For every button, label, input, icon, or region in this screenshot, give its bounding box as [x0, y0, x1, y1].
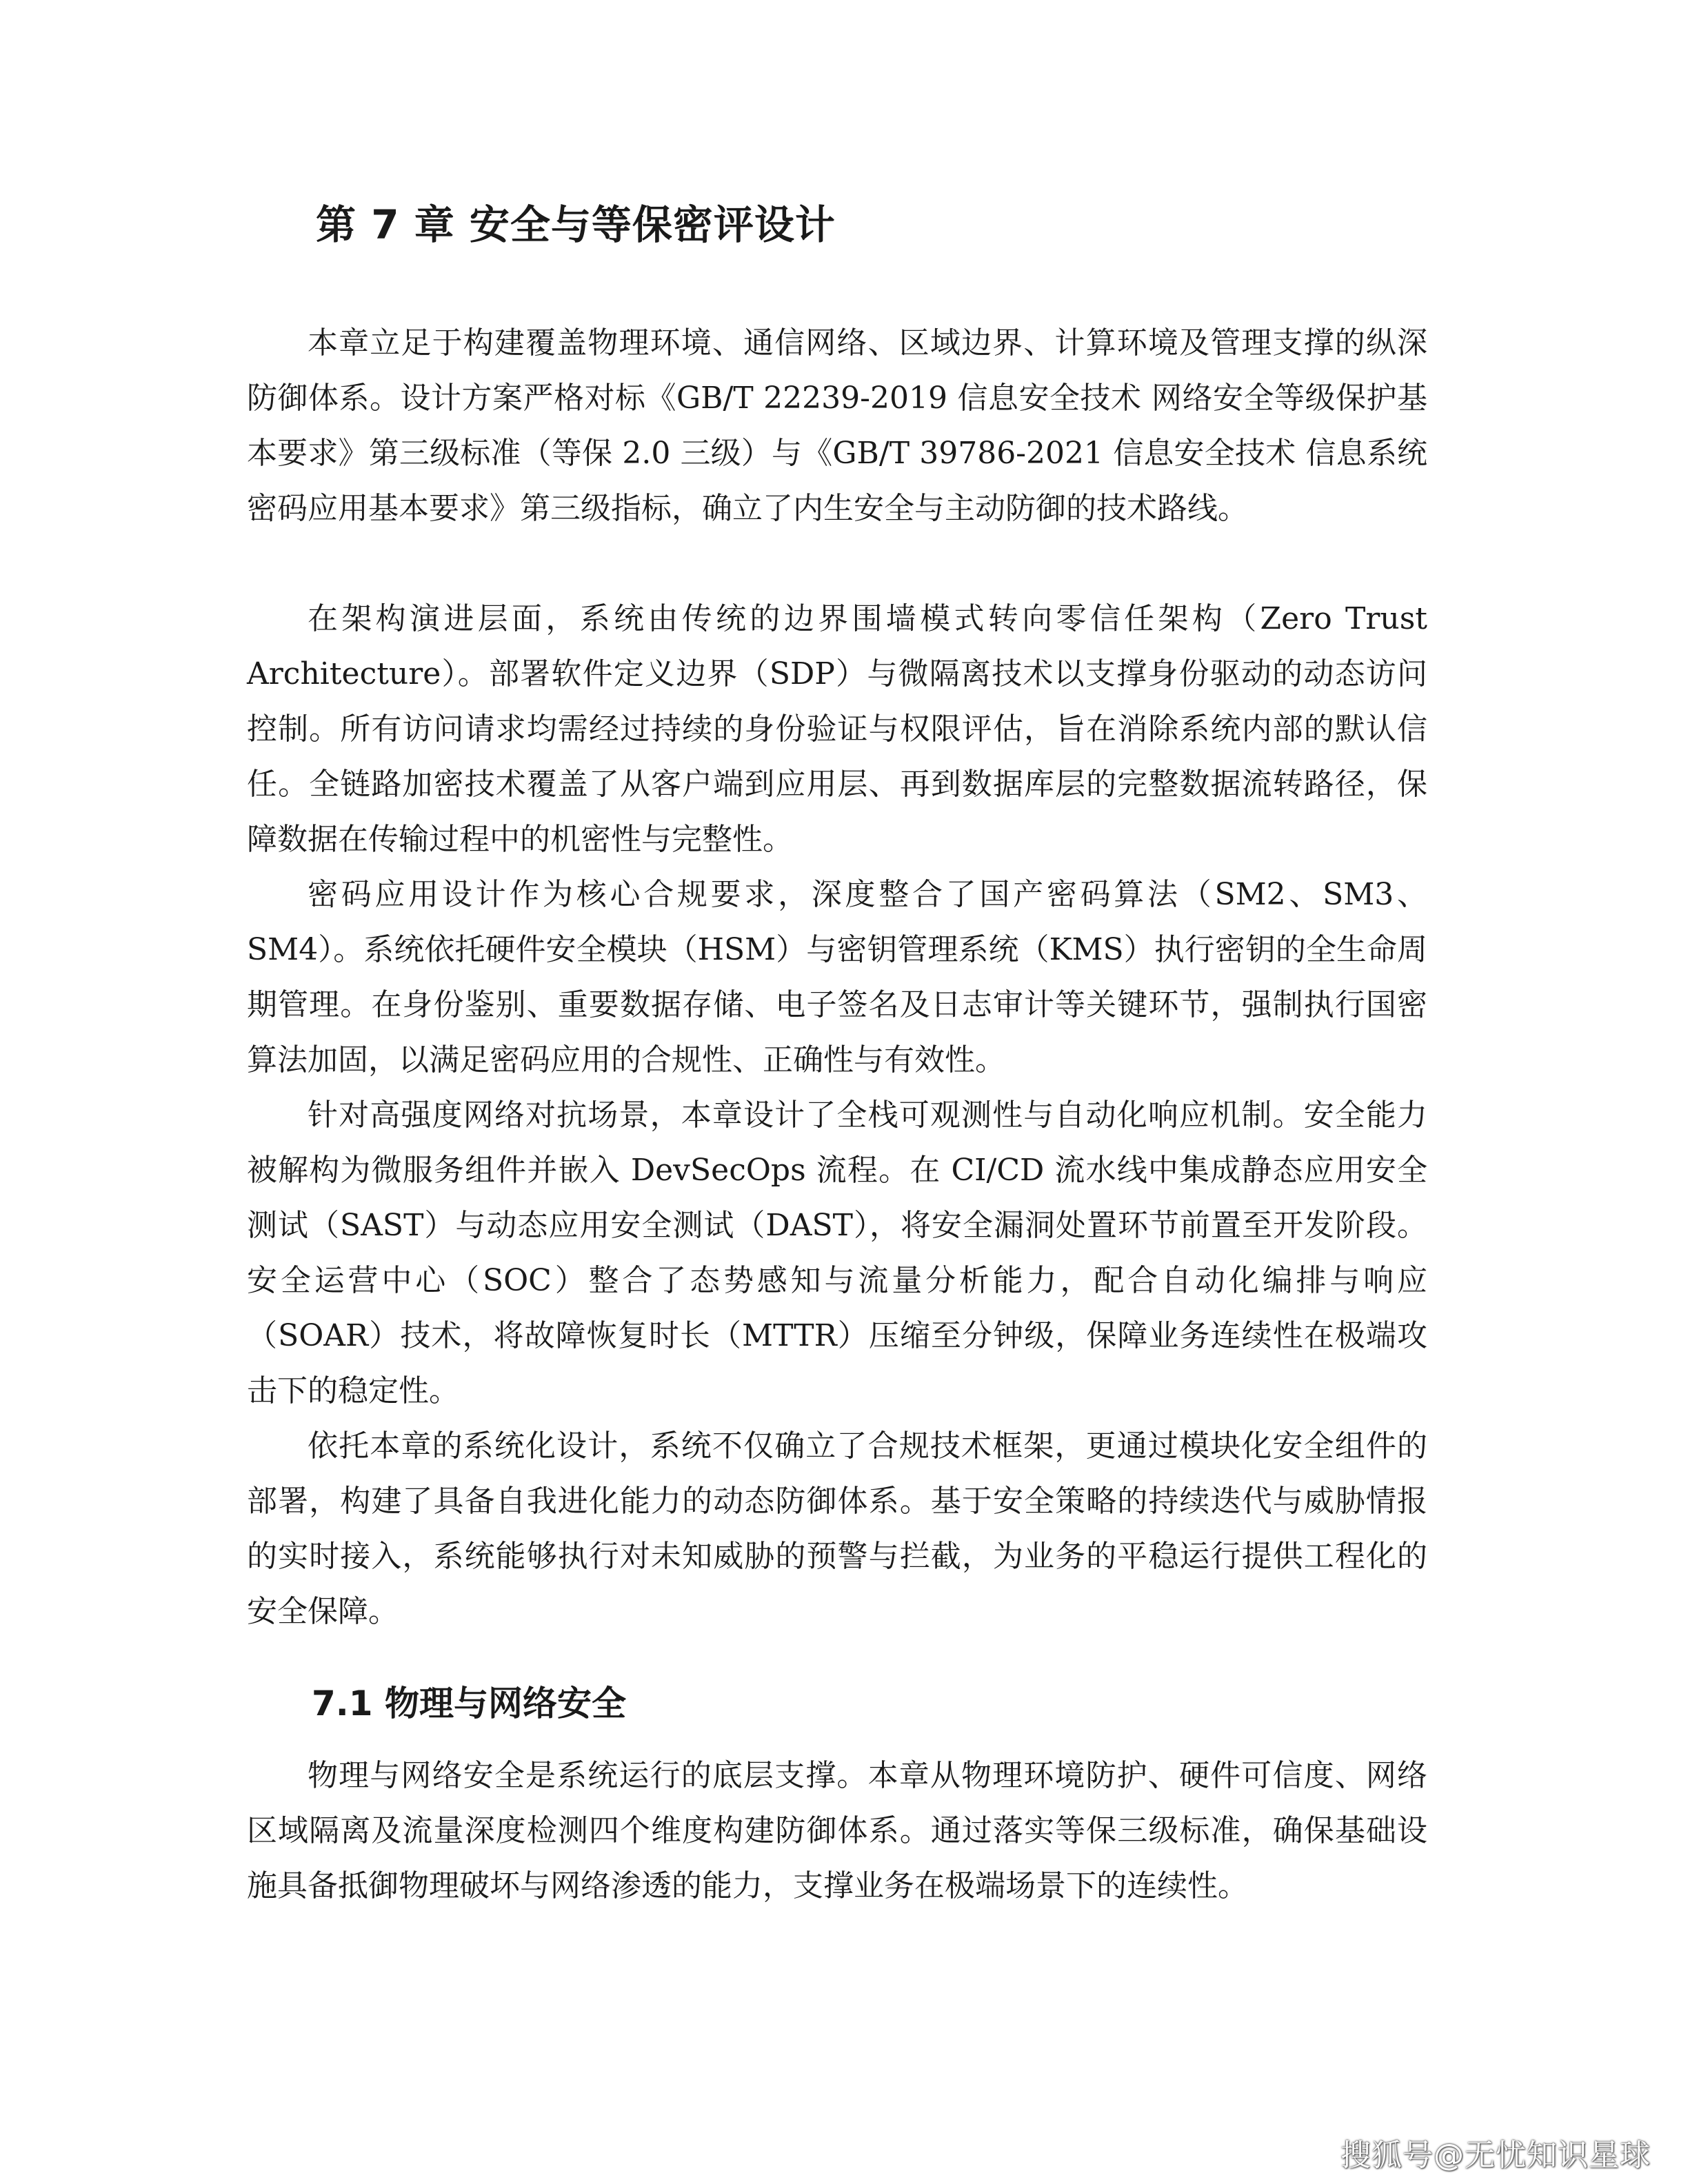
intro-paragraph-2: 在架构演进层面，系统由传统的边界围墙模式转向零信任架构（Zero Trust Architecture）。部署软件定义边界（SDP）与微隔离技术以支撑身份驱动的动态访问控制。所有访问请求均需经过持续的身份验证与权限评估，旨在消除系统内部的默认信任。全链路加密技术覆盖了从客户端到应用层、再到数据库层的完整数据流转路径，保障数据在传输过程中的机密性与完整性。 [247, 601, 1427, 857]
intro-paragraph-3: 密码应用设计作为核心合规要求，深度整合了国产密码算法（SM2、SM3、SM4）。系统依托硬件安全模块（HSM）与密钥管理系统（KMS）执行密钥的全生命周期管理。在身份鉴别、重要数据存储、电子签名及日志审计等关键环节，强制执行国密算法加固，以满足密码应用的合规性、正确性与有效性。 [247, 877, 1427, 1078]
section-title: 7.1 物理与网络安全 [312, 1684, 626, 1723]
intro-paragraph-4: 针对高强度网络对抗场景，本章设计了全栈可观测性与自动化响应机制。安全能力被解构为微服务组件并嵌入 DevSecOps 流程。在 CI/CD 流水线中集成静态应用安全测试（SAST）与动态应用安全测试（DAST），将安全漏洞处置环节前置至开发阶段。安全运营中心（SOC）整合了态势感知与流量分析能力，配合自动化编排与响应（SOAR）技术，将故障恢复时长（MTTR）压缩至分钟级，保障业务连续性在极端攻击下的稳定性。 [247, 1098, 1427, 1408]
watermark: 搜狐号@无忧知识星球 [1340, 2138, 1651, 2173]
intro-paragraph-1: 本章立足于构建覆盖物理环境、通信网络、区域边界、计算环境及管理支撑的纵深防御体系。设计方案严格对标《GB/T 22239-2019 信息安全技术 网络安全等级保护基本要求》第三级标准（等保 2.0 三级）与《GB/T 39786-2021 信息安全技术 信息系统密码应用基本要求》第三级指标，确立了内生安全与主动防御的技术路线。 [247, 325, 1427, 526]
section-paragraph: 物理与网络安全是系统运行的底层支撑。本章从物理环境防护、硬件可信度、网络区域隔离及流量深度检测四个维度构建防御体系。通过落实等保三级标准，确保基础设施具备抵御物理破坏与网络渗透的能力，支撑业务在极端场景下的连续性。 [247, 1758, 1427, 1903]
chapter-title: 第 7 章 安全与等保密评设计 [316, 201, 836, 248]
intro-paragraph-5: 依托本章的系统化设计，系统不仅确立了合规技术框架，更通过模块化安全组件的部署，构建了具备自我进化能力的动态防御体系。基于安全策略的持续迭代与威胁情报的实时接入，系统能够执行对未知威胁的预警与拦截，为业务的平稳运行提供工程化的安全保障。 [247, 1428, 1427, 1629]
